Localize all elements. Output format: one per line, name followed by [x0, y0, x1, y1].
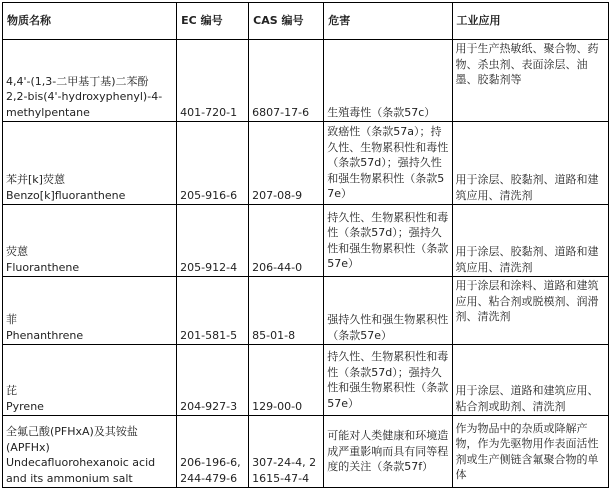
substance-name-line: (APFHx)	[6, 440, 50, 454]
header-ec-number: EC 编号	[177, 3, 249, 40]
header-substance-name: 物质名称	[3, 3, 177, 40]
substance-name-cell	[3, 205, 177, 277]
substance-name-line: 芘	[6, 384, 17, 397]
substance-name-line: Pyrene	[6, 399, 44, 413]
table-row	[3, 122, 609, 205]
substance-name-line: Fluoranthene	[6, 260, 80, 274]
table-row	[3, 416, 609, 488]
svhc-table	[2, 2, 609, 488]
hazard-cell: 持久性、生物累积性和毒性（条款57d）；强持久性和强生物累积性（条款57e）	[324, 205, 452, 277]
header-industrial-use: 工业应用	[452, 3, 608, 40]
header-cas-number: CAS 编号	[249, 3, 324, 40]
hazard-cell: 生殖毒性（条款57c）	[324, 40, 452, 122]
table-row	[3, 277, 609, 345]
ec-number-cell: 201-581-5	[177, 277, 249, 345]
cas-number-cell: 85-01-8	[249, 277, 324, 345]
substance-name-line: 荧蒽	[6, 245, 28, 258]
hazard-cell: 可能对人类健康和环境造成严重影响而具有同等程度的关注（条款57f）	[324, 416, 452, 488]
ec-number-cell: 204-927-3	[177, 345, 249, 416]
hazard-cell: 持久性、生物累积性和毒性（条款57d）；强持久性和强生物累积性（条款57e）	[324, 345, 452, 416]
table-row	[3, 40, 609, 122]
substance-name-line: Undecafluorohexanoic acid	[6, 456, 156, 469]
substance-name-line: Benzo[k]fluoranthene	[6, 188, 126, 202]
substance-name-line: and its ammonium salt	[6, 471, 133, 485]
cas-number-cell: 206-44-0	[249, 205, 324, 277]
table-row	[3, 205, 609, 277]
substance-name-line: 2,2-bis(4'-hydroxyphenyl)-4-	[6, 90, 163, 103]
cas-number-cell: 6807-17-6	[249, 40, 324, 122]
substance-name-line: 菲	[6, 313, 17, 326]
ec-number-cell: 401-720-1	[177, 40, 249, 122]
ec-number-cell: 205-912-4	[177, 205, 249, 277]
substance-name-cell	[3, 122, 177, 205]
substance-name-line: Phenanthrene	[6, 328, 84, 342]
industrial-use-cell: 用于涂层、道路和建筑应用、粘合剂或助剂、清洗剂	[452, 345, 608, 416]
industrial-use-cell: 作为物品中的杂质或降解产物，作为先驱物用作表面活性剂或生产侧链含氟聚合物的单体	[452, 416, 608, 488]
industrial-use-cell: 用于涂层、胶黏剂、道路和建筑应用、清洗剂	[452, 205, 608, 277]
substance-name-cell	[3, 416, 177, 488]
substance-name-cell	[3, 345, 177, 416]
ec-number-cell: 206-196-6, 244-479-6	[177, 416, 249, 488]
table-header-row	[3, 3, 609, 40]
ec-number-cell: 205-916-6	[177, 122, 249, 205]
hazard-cell: 致癌性（条款57a）；持久性、生物累积性和毒性（条款57d）；强持久性和强生物累积性（条款57e）	[324, 122, 452, 205]
substance-name-line: 苯并[k]荧蒽	[6, 173, 65, 186]
cas-number-cell: 207-08-9	[249, 122, 324, 205]
industrial-use-cell: 用于生产热敏纸、聚合物、药物、杀虫剂、表面涂层、油墨、胶黏剂等	[452, 40, 608, 122]
cas-number-cell: 307-24-4, 21615-47-4	[249, 416, 324, 488]
hazard-cell: 强持久性和强生物累积性（条款57e）	[324, 277, 452, 345]
industrial-use-cell: 用于涂层和涂料、道路和建筑应用、粘合剂或脱模剂、润滑剂、清洗剂	[452, 277, 608, 345]
substance-name-line: 4,4'-(1,3-二甲基丁基)二苯酚	[6, 74, 149, 88]
industrial-use-cell: 用于涂层、胶黏剂、道路和建筑应用、清洗剂	[452, 122, 608, 205]
table-row	[3, 345, 609, 416]
substance-name-line: methylpentane	[6, 105, 90, 119]
substance-name-line: 全氟己酸(PFHxA)及其铵盐	[6, 425, 138, 438]
header-hazard: 危害	[324, 3, 452, 40]
substance-name-cell	[3, 277, 177, 345]
cas-number-cell: 129-00-0	[249, 345, 324, 416]
substance-name-cell	[3, 40, 177, 122]
